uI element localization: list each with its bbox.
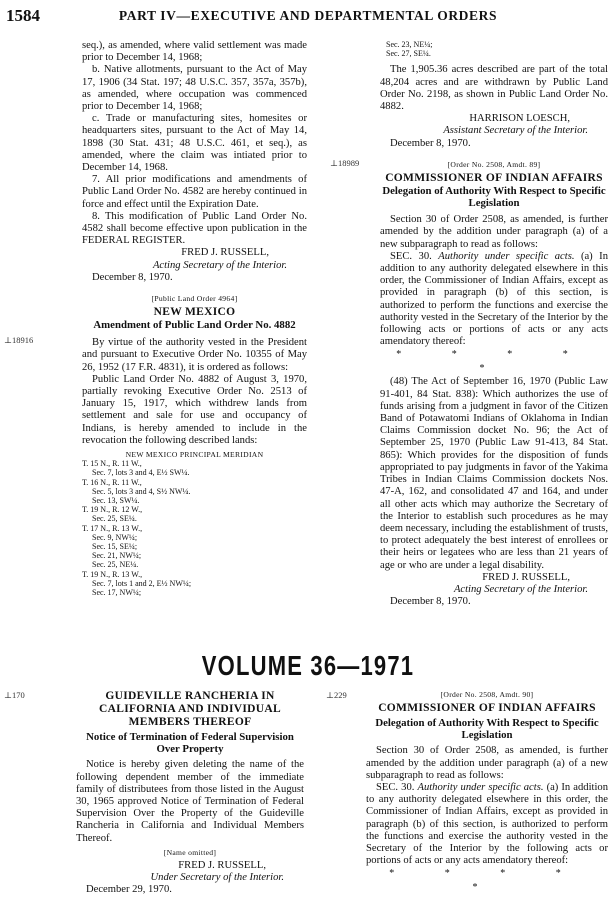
signer-title: Acting Secretary of the Interior. xyxy=(152,259,287,271)
section-line: Sec. 25, SE¼. xyxy=(92,514,137,524)
section-line: Sec. 25, NE¼. xyxy=(92,560,139,570)
ellipsis-stars: * * * * * xyxy=(396,349,592,375)
land-line: Sec. 23, NE¼; xyxy=(386,40,433,49)
order-reference: [Public Land Order 4964] xyxy=(151,294,238,304)
section-line: Sec. 15, SE¼; xyxy=(92,541,138,551)
section-line: Sec. 7, lots 1 and 2, E½ NW¼; xyxy=(92,578,192,588)
page-number: 1584 xyxy=(6,6,40,25)
township-line: T. 16 N., R. 11 W., xyxy=(82,477,142,487)
township-line: T. 19 N., R. 13 W., xyxy=(82,569,143,579)
signer-name: HARRISON LOESCH, xyxy=(469,113,570,125)
section-line: Sec. 17, NW¼; xyxy=(92,587,142,597)
ellipsis-stars: * * * * * xyxy=(389,868,585,894)
section-heading: GUIDEVILLE RANCHERIA IN CALIFORNIA AND INDIVIDUAL MEMBERS THEREOF xyxy=(99,690,281,728)
paragraph xyxy=(366,782,608,867)
section-line: Sec. 13, SW¼. xyxy=(92,495,140,505)
right-bottom-column xyxy=(366,690,608,895)
signer-name: FRED J. RUSSELL, xyxy=(178,859,266,871)
land-description-list xyxy=(82,459,307,597)
section-subheading: Notice of Termination of Federal Supervision Over Property xyxy=(86,731,294,756)
paragraph: seq.), as amended, where valid settlement was made prior to December 14, 1968; xyxy=(82,40,307,64)
section-heading: COMMISSIONER OF INDIAN AFFAIRS xyxy=(378,702,596,714)
section-line: Sec. 21, NW¼; xyxy=(92,551,142,561)
signature-date: December 8, 1970. xyxy=(92,271,173,283)
section-title: Authority under specific acts. xyxy=(438,250,575,262)
left-bottom-column xyxy=(76,690,304,896)
signer-name: FRED J. RUSSELL, xyxy=(482,571,570,583)
paragraph: 8. This modification of Public Land Order No. 4582 shall become effective upon publication in the FEDERAL REGISTER. xyxy=(82,210,307,247)
section-line: Sec. 5, lots 3 and 4, S½ NW¼. xyxy=(92,486,191,496)
section-heading: COMMISSIONER OF INDIAN AFFAIRS xyxy=(385,171,603,184)
paragraph: Section 30 of Order 2508, as amended, is further amended by the addition under paragraph (a) of a new subparagraph to read as follows: xyxy=(366,745,608,781)
paragraph-text: (a) In addition to any authority delegated elsewhere in this order, the Commissioner of Indian Affairs, except as provided in paragraph (b) of this section, is authorized to perform the functions and exercise the authority vested in the Secretary of the Interior by the following acts or portions of acts or any acts amendatory thereof: xyxy=(380,250,608,348)
paragraph: b. Native allotments, pursuant to the Act of May 17, 1906 (34 Stat. 197; 48 U.S.C. 357, 357a, 357b), as amended, where occupation was commenced prior to December 14, 1968; xyxy=(82,64,307,113)
order-reference: [Order No. 2508, Amdt. 90] xyxy=(440,690,534,699)
margin-mark: ⊥229 xyxy=(326,690,347,700)
margin-mark: ⊥170 xyxy=(4,690,25,700)
township-line: T. 17 N., R. 13 W., xyxy=(82,523,143,533)
signer-title: Under Secretary of the Interior. xyxy=(150,872,284,884)
paragraph: (48) The Act of September 16, 1970 (Public Law 91-401, 84 Stat. 838): Which authorizes the use of funds arising from a judgment in favor of the Citizen Band of Potawatomi Indians of Oklahoma in Indian Claims Commission docket No. 96; the Act of September 25, 1970 (Public Law 91-413, 84 Stat. 865): Which provides for the disposition of funds appropriated to pay judgments in favor of the Yakima Tribes in Indian Claims Commission dockets Nos. 47-A, 162, and consolidated 47 and 164, and under all other acts which may authorize the Secretary of the Interior to establish such procedures as he may deem necessary, including the establishment of trusts, to protect adequately the best interest of enrollees or their heirs or legatees who are less than 21 years of age or who are under a legal disability. xyxy=(380,376,608,571)
section-subheading: Delegation of Authority With Respect to Specific Legislation xyxy=(375,717,599,742)
paragraph: 7. All prior modifications and amendments of Public Land Order No. 4582 are hereby continued in force and effect until the Expiration Date. xyxy=(82,174,307,210)
margin-mark: ⊥18916 xyxy=(4,335,34,345)
paragraph: By virtue of the authority vested in the President and pursuant to Executive Order No. 10355 of May 26, 1952 (17 F.R. 4831), it is ordered as follows: xyxy=(82,337,307,373)
paragraph xyxy=(380,251,608,349)
signature-date: December 29, 1970. xyxy=(86,884,172,896)
paragraph: Section 30 of Order 2508, as amended, is further amended by the addition under paragraph (a) of a new subparagraph to read as follows: xyxy=(380,214,608,250)
left-top-column xyxy=(82,40,307,597)
running-title: PART IV—EXECUTIVE AND DEPARTMENTAL ORDERS xyxy=(118,8,498,23)
section-heading: NEW MEXICO xyxy=(153,306,236,319)
township-line: T. 19 N., R. 12 W., xyxy=(82,505,143,515)
signer-title: Assistant Secretary of the Interior. xyxy=(443,125,588,137)
paragraph-text: (a) In addition to any authority delegated elsewhere in this order, the Commissioner of Indian Affairs, except as provided in paragraph (b) of this section, is authorized to perform the functions and exercise the authority vested in the Secretary of the Interior by the following acts or portions of acts or any acts amendatory thereof: xyxy=(366,782,609,867)
section-line: Sec. 9, NW¼; xyxy=(92,532,138,542)
paragraph: Public Land Order No. 4882 of August 3, 1970, partially revoking Executive Order No. 2513 of January 15, 1917, which withdrew lands from settlement and sale for use and occupancy of Indians, is hereby amended to include in the revocation the following described lands: xyxy=(82,373,307,446)
volume-heading: VOLUME 36—1971 xyxy=(201,649,415,681)
section-line: Sec. 7, lots 3 and 4, E½ SW¼. xyxy=(92,468,190,478)
township-line: T. 15 N., R. 11 W., xyxy=(82,459,142,469)
margin-mark: ⊥18989 xyxy=(330,158,360,168)
paragraph: c. Trade or manufacturing sites, homesites or headquarters sites, pursuant to the Act of May 14, 1898 (30 Stat. 431; 48 U.S.C. 461, et seq.), as amended, where the claim was intiated prior to December 14, 1968. xyxy=(82,113,307,174)
section-subheading: Delegation of Authority With Respect to Specific Legislation xyxy=(382,184,606,210)
section-label: SEC. 30. xyxy=(390,250,432,262)
section-subheading: Amendment of Public Land Order No. 4882 xyxy=(93,319,296,332)
section-label: SEC. 30. xyxy=(376,782,415,794)
order-reference: [Order No. 2508, Amdt. 89] xyxy=(447,159,541,169)
land-line: Sec. 27, SE¼. xyxy=(386,49,431,59)
name-omitted-note: [Name omitted] xyxy=(163,847,217,857)
signer-title: Acting Secretary of the Interior. xyxy=(453,583,588,595)
section-title: Authority under specific acts. xyxy=(417,782,544,794)
running-header xyxy=(6,6,610,28)
paragraph: Notice is hereby given deleting the name of the following dependent member of the immediate family of distributees from those listed in the August 30, 1965 approved Notice of Termination of Federal Supervision Over the Property of the Guideville Rancheria in California and Individual Members Thereof. xyxy=(76,759,304,844)
meridian-label: NEW MEXICO PRINCIPAL MERIDIAN xyxy=(125,450,264,460)
signature-date: December 8, 1970. xyxy=(390,137,471,149)
paragraph: The 1,905.36 acres described are part of the total 48,204 acres and are withdrawn by Public Land Order No. 2198, as shown in Public Land Order No. 4882. xyxy=(380,64,608,113)
signature-date: December 8, 1970. xyxy=(390,596,471,608)
right-top-column xyxy=(380,40,608,608)
signer-name: FRED J. RUSSELL, xyxy=(181,247,269,259)
